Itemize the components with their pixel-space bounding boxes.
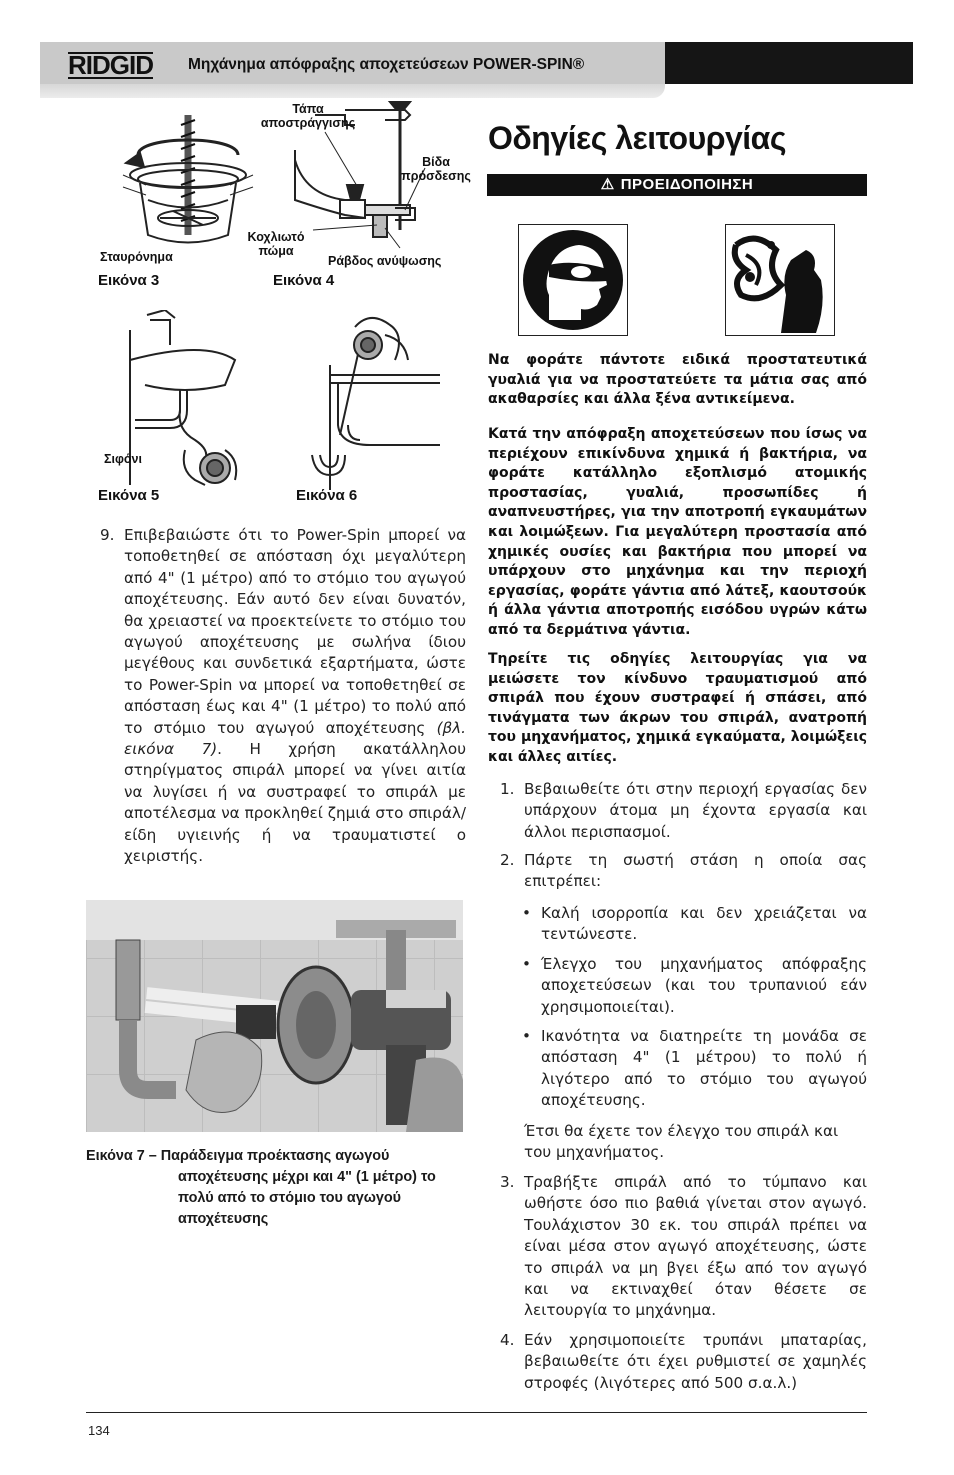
step-9 bbox=[100, 525, 466, 868]
figure-3-caption: Εικόνα 3 bbox=[98, 272, 160, 289]
figure-7-caption-prefix: Εικόνα 7 – Παράδειγμα προέκτασης αγωγού bbox=[86, 1148, 390, 1164]
figure-4-label-rod: Ράβδος ανύψωσης bbox=[328, 254, 442, 268]
header-black-block bbox=[665, 42, 913, 84]
warning-paragraph-instructions: Τηρείτε τις οδηγίες λειτουργίας για να μειώσετε τον κίνδυνο τραυματισμού από σπιράλ που έχουν συστραφεί ή σπάσει, από τινάγματα των άκρων του σπιράλ, ανατροπή του μηχανήματος, χημικά εγκαύματα, λοιμώξεις και άλλες αιτίες. bbox=[488, 651, 867, 765]
bullet-text: Καλή ισορροπία και δεν χρειάζεται να τεντώνεστε. bbox=[541, 904, 867, 944]
figure-5-drawing bbox=[125, 310, 255, 490]
footer-divider bbox=[86, 1412, 867, 1413]
figure-5-label-trap: Σιφόνι bbox=[104, 452, 142, 466]
step-1-number: 1. bbox=[500, 780, 515, 798]
list-item bbox=[522, 903, 867, 946]
step-4 bbox=[500, 1330, 867, 1394]
header-shadow bbox=[40, 84, 665, 98]
figure-7-caption-rest: αποχέτευσης μέχρι και 4" (1 μέτρο) το πολύ από το στόμιο του αγωγού αποχέτευσης bbox=[178, 1169, 436, 1227]
figure-6-drawing bbox=[300, 305, 445, 490]
figure-6-caption: Εικόνα 6 bbox=[296, 487, 358, 504]
bullet-text: Ικανότητα να διατηρείτε τη μονάδα σε απόσταση 4" (1 μέτρου) το πολύ ή λιγότερο από το στόμιο του αγωγού αποχέτευσης. bbox=[541, 1027, 867, 1110]
figure-4-label-plug: Τάπα αποστράγγισης bbox=[260, 102, 356, 130]
step-4-text: Εάν χρησιμοποιείτε τρυπάνι μπαταρίας, βεβαιωθείτε ότι έχει ρυθμιστεί σε χαμηλές στροφές (λιγότερες από 500 σ.α.λ.) bbox=[524, 1331, 867, 1392]
warning-paragraph-glasses: Να φοράτε πάντοτε ειδικά προστατευτικά γυαλιά για να προστατεύετε τα μάτια σας από ακαθαρσίες και άλλα ξένα αντικείμενα. bbox=[488, 352, 867, 408]
ridgid-logo: RIDGID bbox=[68, 50, 153, 80]
figure-4-label-cap: Κοχλιωτό πώμα bbox=[247, 230, 305, 258]
step-9-text-a: Επιβεβαιώστε ότι το Power-Spin μπορεί να τοποθετηθεί σε απόσταση όχι μεγαλύτερη από 4" (1 μέτρο) από το στόμιο του αγωγού αποχέτευσης. Εάν αυτό δεν είναι δυνατόν, θα χρειαστεί να προεκτείνετε το στόμιο του αγωγού αποχέτευσης με σωλήνα ίδιου μεγέθους και συνδετικά εξαρτήματα, ώστε το Power-Spin να μπορεί να τοποθετηθεί σε απόσταση έως και 4" (1 μέτρο) το πολύ από το στόμιο του αγωγού αποχέτευσης bbox=[124, 526, 466, 737]
step-9-text bbox=[124, 525, 466, 868]
control-note: Έτσι θα έχετε τον έλεγχο του σπιράλ και του μηχανήματος. bbox=[524, 1122, 839, 1162]
bullet-marker: • bbox=[522, 1027, 531, 1045]
header-title: Μηχάνημα απόφραξης αποχετεύσεων POWER-SPIN® bbox=[188, 56, 585, 73]
step-9-figure-ref: (βλ. εικόνα 7) bbox=[124, 718, 466, 759]
figure-4-caption: Εικόνα 4 bbox=[273, 272, 335, 289]
bullet-marker: • bbox=[522, 904, 531, 922]
step-2-text: Πάρτε τη σωστή στάση η οποία σας επιτρέπει: bbox=[524, 851, 867, 891]
warning-banner bbox=[487, 174, 867, 196]
figure-7-photo bbox=[86, 900, 463, 1132]
section-title: Οδηγίες λειτουργίας bbox=[488, 120, 786, 156]
step-1 bbox=[500, 779, 867, 843]
list-item bbox=[522, 954, 867, 1018]
gloves-hazard-icon bbox=[725, 224, 835, 336]
warning-label: ΠΡΟΕΙΔΟΠΟΙΗΣΗ bbox=[620, 176, 754, 193]
step-1-text: Βεβαιωθείτε ότι στην περιοχή εργασίας δεν υπάρχουν άτομα μη έχοντα εργασία και άλλοι περισπασμοί. bbox=[524, 780, 867, 841]
figure-5-caption: Εικόνα 5 bbox=[98, 487, 160, 504]
page-number: 134 bbox=[88, 1423, 110, 1438]
step-4-number: 4. bbox=[500, 1331, 515, 1349]
figure-3-drawing bbox=[118, 115, 258, 255]
warning-triangle-icon: ⚠ bbox=[600, 176, 615, 193]
figure-3-label-cross: Σταυρόνημα bbox=[100, 250, 173, 264]
list-item bbox=[522, 1026, 867, 1112]
step-2-number: 2. bbox=[500, 851, 515, 869]
step-3 bbox=[500, 1172, 867, 1322]
step-3-number: 3. bbox=[500, 1173, 515, 1191]
warning-paragraph-protection: Κατά την απόφραξη αποχετεύσεων που ίσως να περιέχουν επικίνδυνα χημικά ή βακτήρια, να φοράτε κατάλληλο εξοπλισμό ατομικής προστασίας, γυαλιά, προσωπίδες ή αναπνευστήρες, για την αποτροπή εγκαυμάτων και λοιμώξεων. Για μεγαλύτερη προστασία από χημικές ουσίες και βακτήρια που μπορεί να υπάρχουν στο μηχάνημα και την περιοχή εργασίας, φοράτε γάντια από λάτεξ, καουτσούκ ή άλλα γάντια αποτροπής εισόδου υγρών κάτω από τα δερμάτινα γάντια. bbox=[488, 426, 867, 638]
bullet-text: Έλεγχο του μηχανήματος απόφραξης αποχετεύσεων (και του τρυπανιού εάν χρησιμοποιείται). bbox=[541, 955, 867, 1016]
figure-7-caption bbox=[86, 1146, 471, 1230]
bullet-marker: • bbox=[522, 955, 531, 973]
safety-glasses-icon bbox=[518, 224, 628, 336]
step-9-text-b: . Η χρήση ακατάλληλου στηρίγματος σπιράλ μπορεί να γίνει αιτία να λυγίσει ή να συστραφεί το σπιράλ με αποτέλεσμα να προκληθεί ζημιά στο σπιράλ/είδη υγιεινής ή να τραυματιστεί ο χειριστής. bbox=[124, 740, 466, 866]
step-9-number: 9. bbox=[100, 526, 115, 544]
step-3-text: Τραβήξτε σπιράλ από το τύμπανο και ωθήστε όσο πιο βαθιά γίνεται στον αγωγό. Τουλάχιστον 30 εκ. του σπιράλ πρέπει να είναι μέσα στον αγωγό αποχέτευσης, ώστε το σπιράλ να μη βγει έξω από τον αγωγό και να εκτιναχθεί όταν θέσετε σε λειτουργία το μηχάνημα. bbox=[524, 1173, 867, 1320]
figure-4-label-screw: Βίδα πρόσδεσης bbox=[401, 155, 471, 183]
step-2 bbox=[500, 850, 867, 893]
